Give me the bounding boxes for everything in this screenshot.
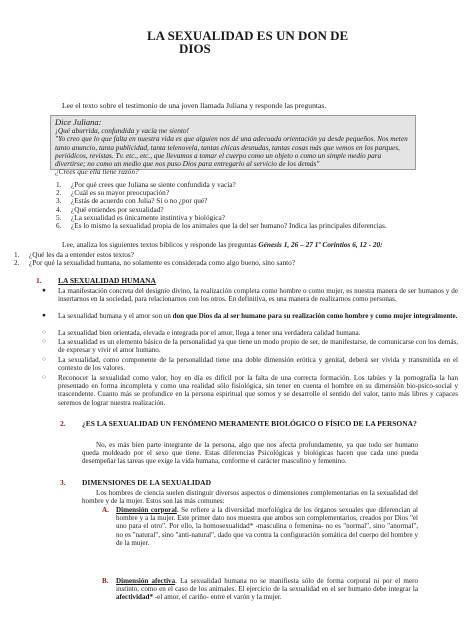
bible-reading-instruction: Lee, analiza los siguientes textos bíblicos y responde las preguntas Génesis 1, 26 – 27 1º Corintios 6, 12 - 20: <box>62 240 383 249</box>
section-1-bullet-2: ● La sexualidad humana y el amor son un don que Dios da al ser humano para su realización como hombre y como mujer integralmente. <box>42 312 458 320</box>
page-title <box>147 29 348 55</box>
list-item: 1. ¿Por qué crees que Juliana se siente confundida y vacía? <box>56 180 236 189</box>
testimony-line-1: ¡Qué aburrida, confundida y vacía me siento! <box>55 126 189 135</box>
title-line-1: LA SEXUALIDAD ES UN DON DE <box>147 28 349 43</box>
title-line-2: DIOS <box>179 41 211 56</box>
bullet-circle-icon: ○ <box>42 374 46 381</box>
list-item: 2. ¿Por qué la sexualidad humana, no solamente es considerada como algo bueno, sino santo? <box>14 258 296 268</box>
question-list-2 <box>14 251 454 267</box>
section-1-bullet-1: ● La manifestación concreta del designio divino, la realización completa como hombre o como mujer, es nuestra manera de ser humanos y de insertarnos en la sociedad, para relacionarnos con los otros. En definitiva, es una manera de realizarnos como personas. <box>42 287 458 304</box>
section-1-heading: 1. LA SEXUALIDAD HUMANA <box>36 276 156 285</box>
intro-text: Lee el texto sobre el testimonio de una joven llamada Juliana y responde las preguntas. <box>62 101 327 110</box>
section-1-circle-2: ○ La sexualidad es un elemento básico de la personalidad ya que tiene un modo propio de ser, de manifestarse, de comunicarse con los demás, de expresar y vivir el amor humano. <box>42 338 458 355</box>
bullet-dot-icon: ● <box>42 287 46 294</box>
list-item: 5. ¿La sexualidad es únicamente instintiva y biológica? <box>56 212 225 222</box>
testimony-body: "Yo creo que lo que falta en nuestra vida es que alguien nos dé una adecuada orientación ya desde pequeños. Nos meten tanto anuncio, tanta publicidad, tanta telenovela, tantas chicas desnudas, tantas cosas más que vemos en los parques, periódicos, revistas. Tv. etc., etc., que llevamos a tomar el cuerpo como un objeto o como un simple medio para divertirse; no como un medio que nos puso Dios para entregarlo al servicio de los demás" <box>55 134 408 169</box>
section-1-circle-1: ○ La sexualidad bien orientada, elevada e integrada por el amor, llega a tener una verdadera calidad humana. <box>42 329 361 337</box>
bullet-dot-icon: ● <box>42 312 46 319</box>
question-list-1 <box>56 181 436 230</box>
bullet-circle-icon: ○ <box>42 338 46 345</box>
bible-references: Génesis 1, 26 – 27 1º Corintios 6, 12 - 20: <box>258 240 383 249</box>
section-3-heading: 3. DIMENSIONES DE LA SEXUALIDAD <box>60 478 211 487</box>
list-item: 3. ¿Estás de acuerdo con Julia? Si o no ¿por qué? <box>56 196 208 206</box>
section-1-circle-3: ○ La sexualidad, como componente de la personalidad tiene una doble dimensión erótica y genital, deberá ser vivida y transmitida en el contexto de los valores. <box>42 356 458 373</box>
list-item: 1. ¿Qué les da a entender estos textos? <box>14 250 134 259</box>
bullet-circle-icon: ○ <box>42 356 46 363</box>
section-1-circle-4: ○ Reconocer la sexualidad como valor, hoy en día es difícil por la falta de una correcta formación. Los tabúes y la pornografía la han presentado en forma incompleta y como una realidad sólo fisiológica, sin tener en cuenta el hombre en su dimensión bio-psico-social y trascendente. Cuanto más se profundice en la persona espiritual que somos y se desarrolle el sentido del valor, tanto más libres y capaces seremos de lograr nuestra realización. <box>42 374 458 407</box>
testimony-closing: ¿Crees que ella tiene razón? <box>55 167 139 177</box>
section-2-text: No, es más bien parte integrante de la persona, algo que nos afecta profundamente, ya que todo ser humano queda moldeado por el sexo que tiene. Estas diferencias Psicológicas y biológicas hacen que cada uno pueda desempeñar las tareas que exige la vida humana, conforme el carácter masculino y femenino. <box>82 441 418 466</box>
testimony-box <box>50 115 416 177</box>
dimension-b: B. Dimensión afectiva. La sexualidad humana no se manifiesta sólo de forma corporal ni por el mero instinto, como en el caso de los animales. El ejercicio de la sexualidad en el ser humano debe integrar la afectividad* -el amor, el cariño- entre el varón y la mujer. <box>102 577 418 602</box>
list-item: 6. ¿Es lo mismo la sexualidad propia de los animales que la del ser humano? Indica las principales diferencias. <box>56 221 387 231</box>
list-item: 2. ¿Cuál es su mayor preocupación? <box>56 188 170 198</box>
section-2-heading: 2. ¿ES LA SEXUALIDAD UN FENÓMENO MERAMENTE BIOLÓGICO O FÍSICO DE LA PERSONA? <box>60 419 417 428</box>
bullet-circle-icon: ○ <box>42 329 46 336</box>
testimony-heading: Dice Juliana: <box>55 117 102 127</box>
list-item: 4. ¿Qué entiendes por sexualidad? <box>56 204 164 214</box>
section-3-text: Los hombres de ciencia suelen distinguir diversos aspectos o dimensiones complementarias en la sexualidad del hombre y de la mujer. Estos son las más comunes: <box>82 489 418 506</box>
dimension-a: A. Dimensión corporal. Se refiere a la diversidad morfológica de los órganos sexuales que diferencian al hombre y a la mujer. Este primer dato nos muestra que ambos son complementarios, creados por Dios "el uno para el otro". Por ello, la homosexualidad* -masculina o femenina- no es "normal", sino "anormal", no es "natural", sino "anti-natural", dado que va contra la configuración somática del cuerpo del hombre y de la mujer. <box>102 506 418 547</box>
